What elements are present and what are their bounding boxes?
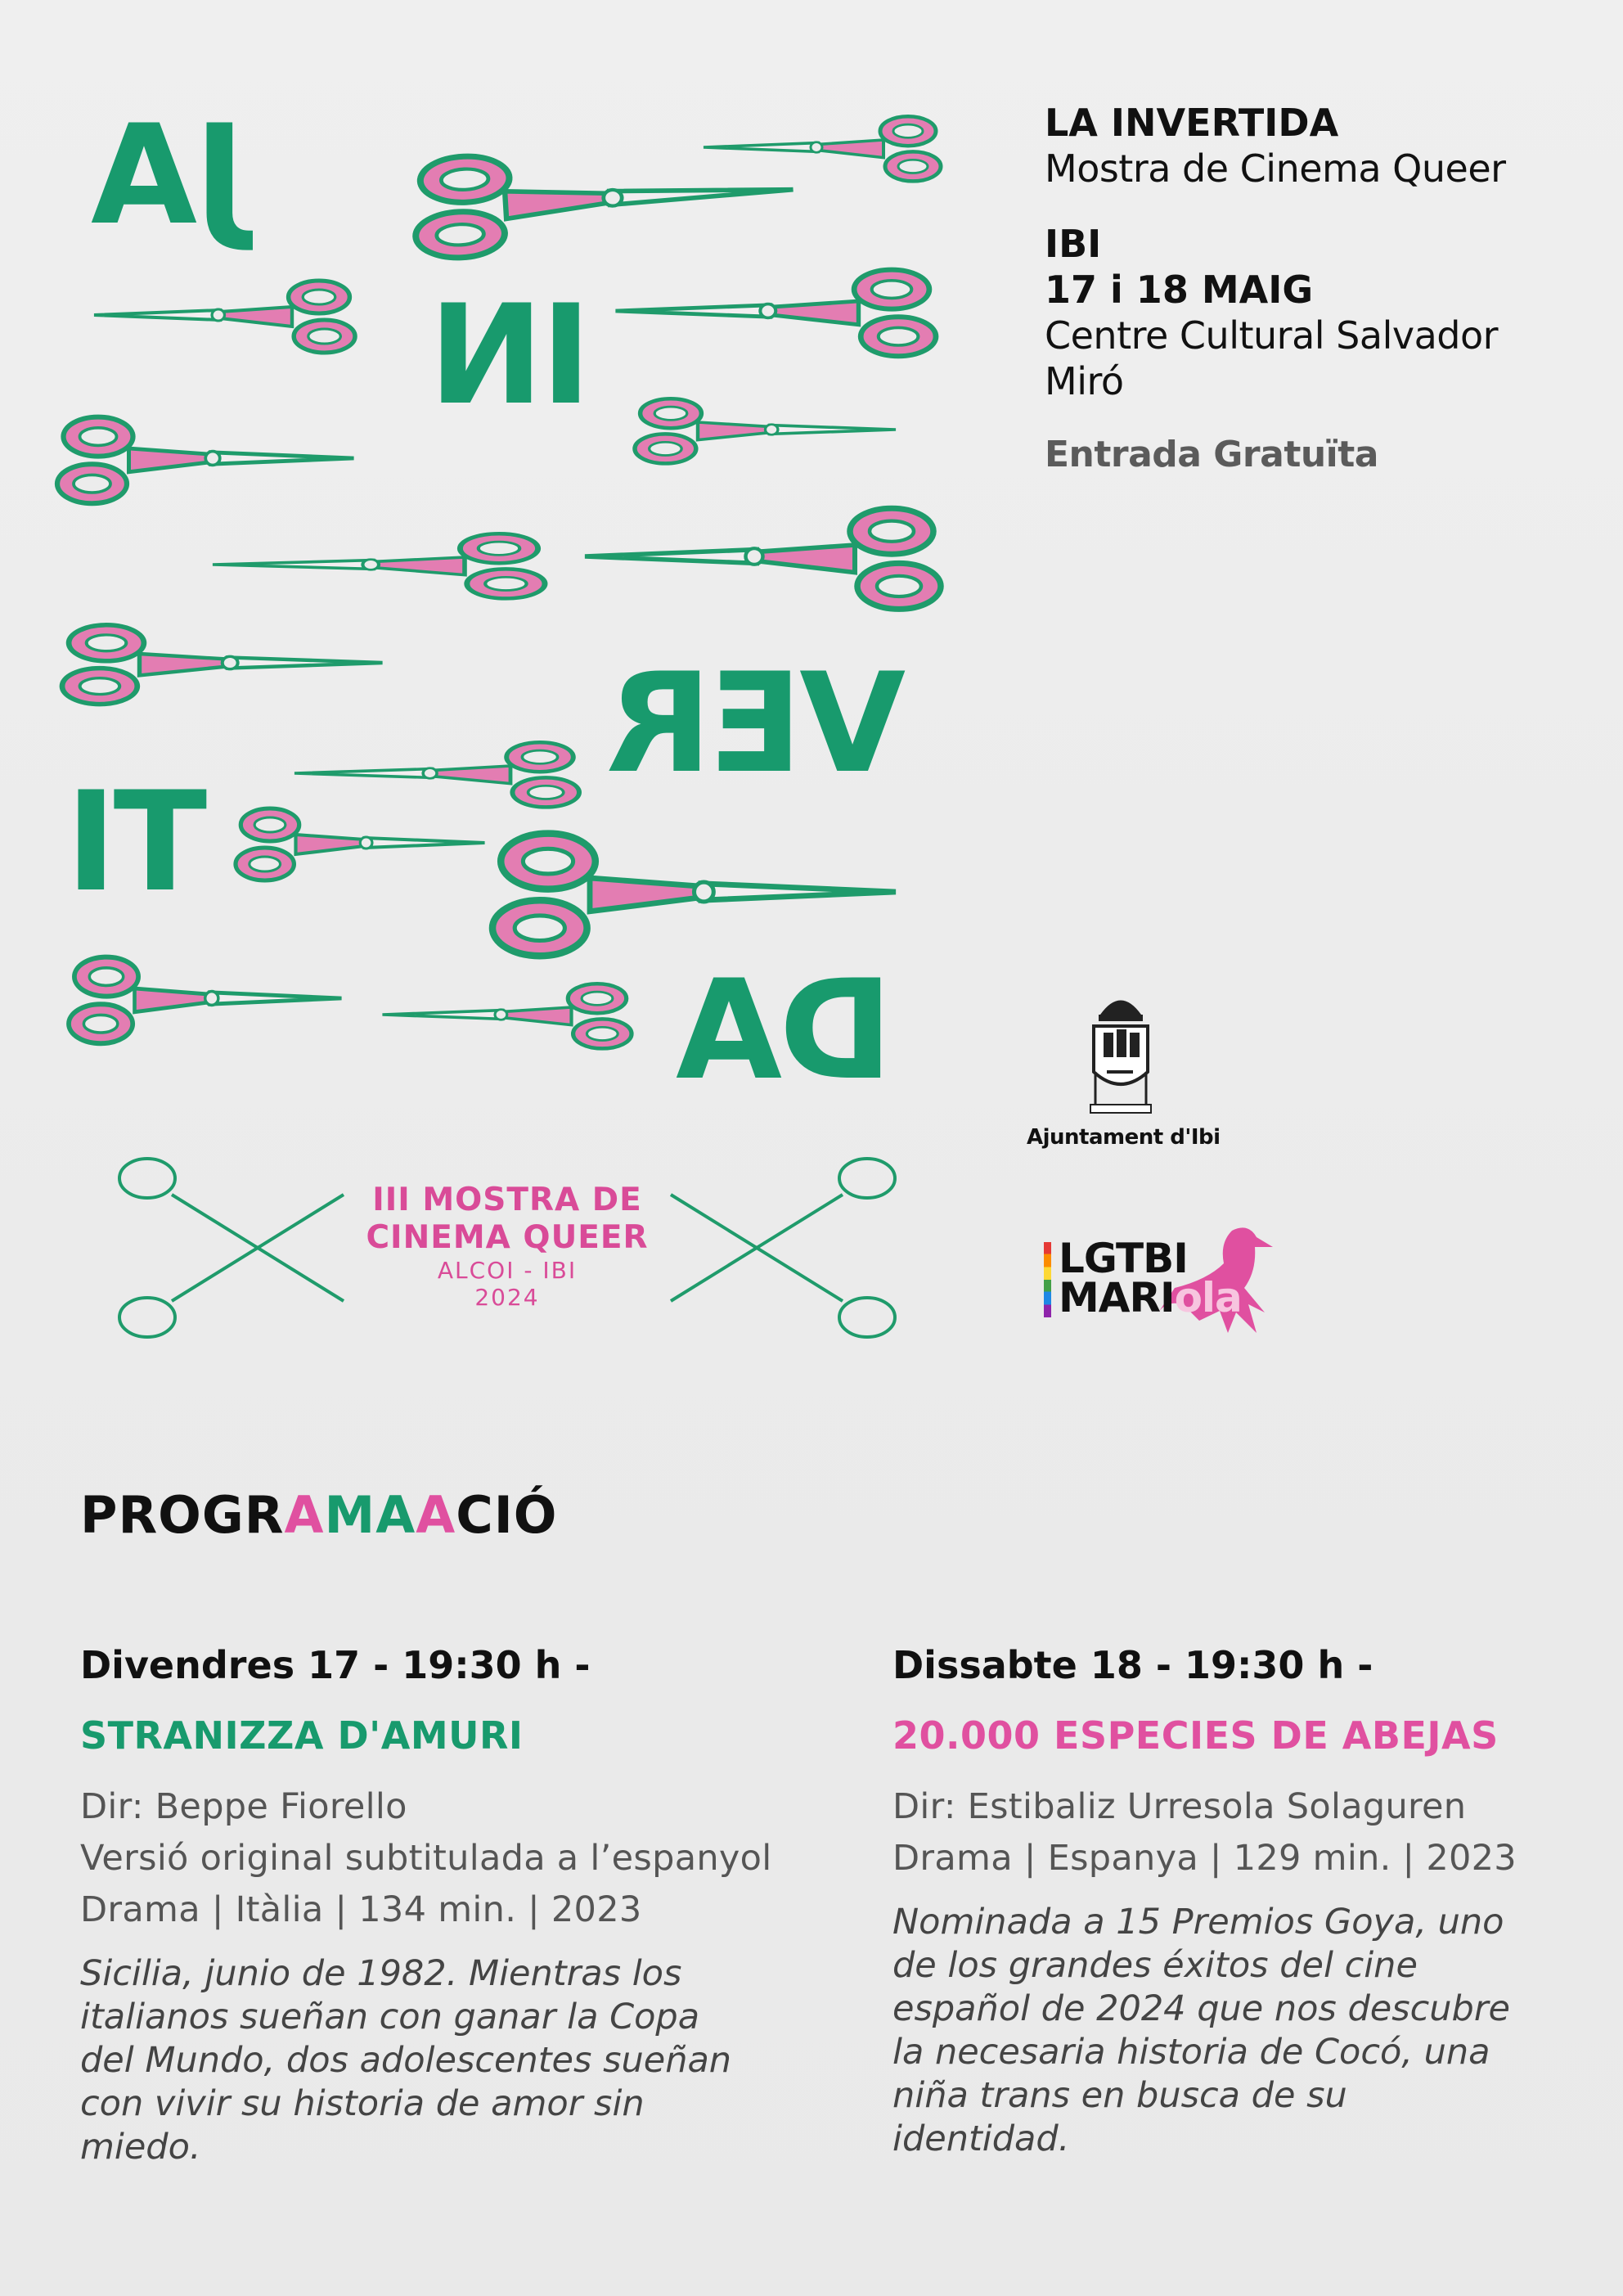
- film-description: Sicilia, junio de 1982. Mientras los italianos sueñan con ganar la Copa del Mundo, dos adolescentes sueñan con vivir su historia de amor sin miedo.: [80, 1953, 732, 2168]
- title-letters-da: DA: [679, 950, 893, 1110]
- lgtbi-line2: MARI: [1059, 1274, 1175, 1321]
- film-day: Divendres 17 - 19:30 h -: [80, 1643, 591, 1687]
- festival-subtitle: Mostra de Cinema Queer: [1045, 146, 1506, 191]
- ajuntament-label: Ajuntament d'Ibi: [1027, 1125, 1221, 1150]
- film-director: Dir: Beppe Fiorello: [80, 1786, 407, 1827]
- film-details: Drama | Espanya | 129 min. | 2023: [892, 1838, 1517, 1879]
- program-heading: PROGRAMAACIÓ: [80, 1485, 558, 1545]
- film-version: Versió original subtitulada a l’espanyol: [80, 1838, 772, 1879]
- title-letters-ja: JA: [94, 95, 245, 255]
- event-info: [1045, 100, 1576, 475]
- film-description: Nominada a 15 Premios Goya, uno de los grandes éxitos del cine español de 2024 que nos descubre la necesaria historia de Cocó, una niña trans en busca de su identidad.: [892, 1902, 1510, 2159]
- title-letters-ti: TI: [69, 762, 208, 922]
- film-friday: [80, 1642, 784, 2169]
- event-venue: Centre Cultural Salvador Miró: [1045, 313, 1499, 403]
- title-letters-in: IN: [432, 275, 592, 435]
- edition-title: III MOSTRA DE CINEMA QUEER: [366, 1182, 649, 1256]
- film-director: Dir: Estibaliz Urresola Solaguren: [892, 1786, 1467, 1827]
- lgtbi-ola: ola: [1174, 1274, 1242, 1321]
- entry-free: Entrada Gratuïta: [1045, 434, 1378, 475]
- rainbow-bar: [1044, 1242, 1051, 1317]
- film-saturday: [892, 1642, 1596, 2161]
- edition-place-year: ALCOI - IBI 2024: [437, 1257, 578, 1311]
- festival-name: LA INVERTIDA: [1045, 101, 1339, 145]
- lgtbi-line1: LGTBI: [1059, 1235, 1188, 1282]
- film-title: STRANIZZA D'AMURI: [80, 1713, 524, 1758]
- event-city: IBI: [1045, 222, 1102, 266]
- title-letters-ver: VER: [609, 643, 906, 804]
- lgtbi-mariola-logo: [1044, 1235, 1289, 1337]
- film-title: 20.000 ESPECIES DE ABEJAS: [892, 1713, 1499, 1758]
- event-dates: 17 i 18 MAIG: [1045, 268, 1314, 312]
- poster-artwork: [0, 0, 982, 1391]
- film-day: Dissabte 18 - 19:30 h -: [892, 1643, 1373, 1687]
- film-details: Drama | Itàlia | 134 min. | 2023: [80, 1889, 642, 1930]
- coat-of-arms-icon: [1084, 990, 1158, 1125]
